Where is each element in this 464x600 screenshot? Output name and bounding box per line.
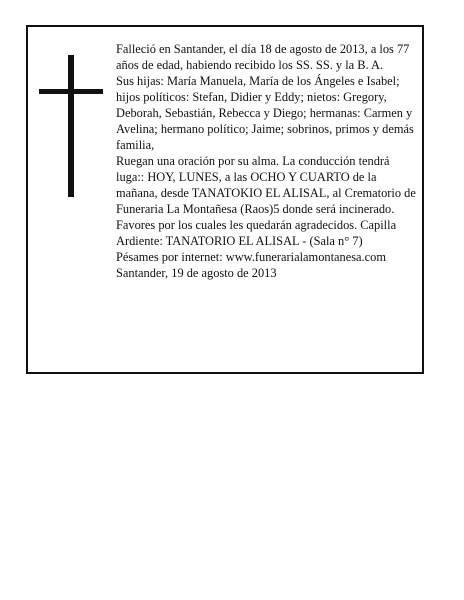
notice-body bbox=[116, 41, 416, 281]
death-announcement: Falleció en Santander, el día 18 de agosto de 2013, a los 77 años de edad, habiendo recibido los SS. SS. y la B. A. bbox=[116, 42, 410, 72]
obituary-notice bbox=[26, 25, 424, 374]
family-list: Sus hijas: María Manuela, María de los Ángeles e Isabel; hijos políticos: Stefan, Didier y Eddy; nietos: Gregory, Deborah, Sebastián, Rebecca y Diego; hermanas: Carmen y Avelina; hermano político; Jaime; sobrinos, primos y demás familia, bbox=[116, 74, 414, 152]
condolences-website: Pésames por internet: www.funerarialamontanesa.com bbox=[116, 250, 386, 264]
cross-horizontal-bar bbox=[39, 89, 103, 94]
funeral-details: Ruegan una oración por su alma. La conducción tendrá luga:: HOY, LUNES, a las OCHO Y CUARTO de la mañana, desde TANATOKIO EL ALISAL, al Crematorio de Funeraria La Montañesa (Raos)5 donde será incinerado. Favores por los cuales les quedarán agradecidos. Capilla Ardiente: TANATORIO EL ALISAL - (Sala n° 7) bbox=[116, 154, 416, 248]
place-and-date: Santander, 19 de agosto de 2013 bbox=[116, 266, 277, 280]
cross-vertical-bar bbox=[68, 55, 74, 197]
